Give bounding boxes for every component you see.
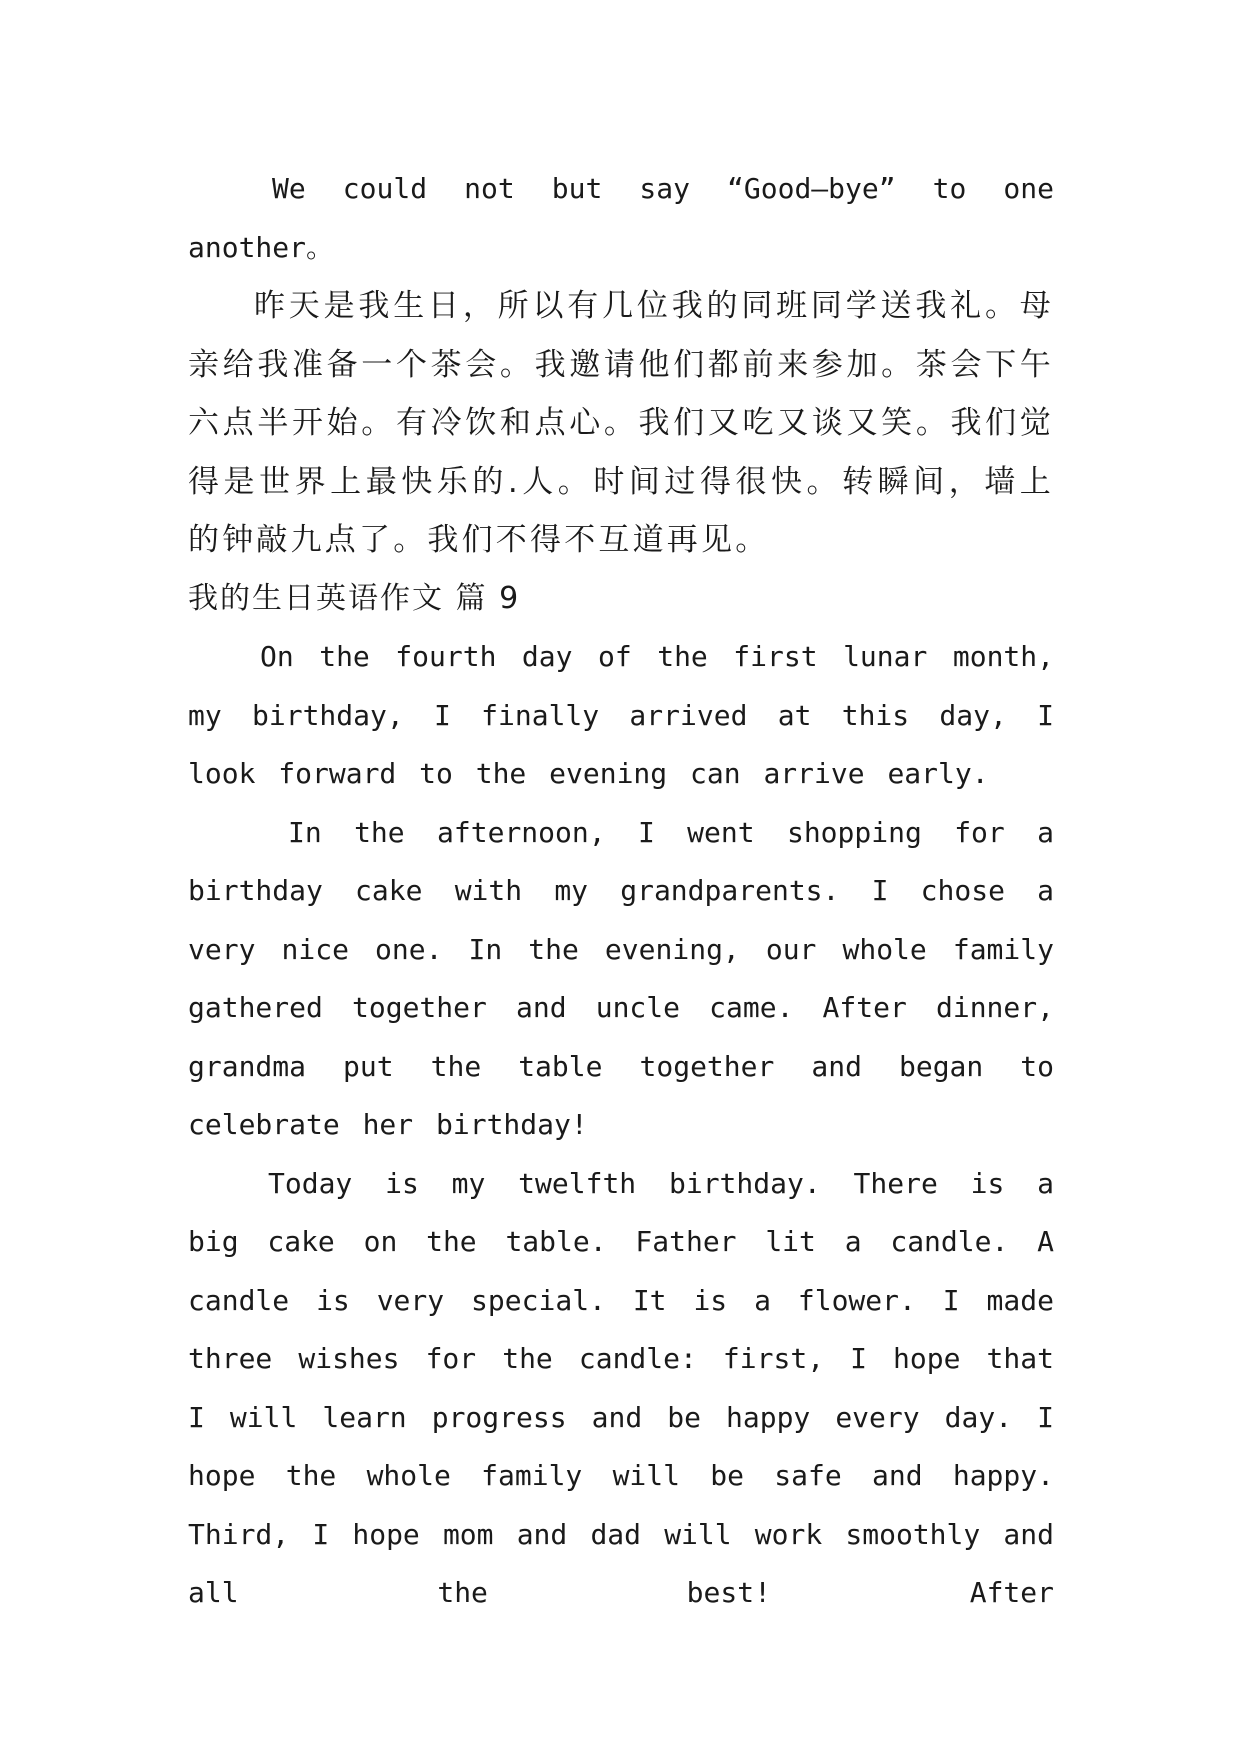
paragraph-fourth-day: On the fourth day of the first lunar month, my birthday, I finally arrived at this day, I look forward to the evening can arrive early.: [188, 640, 1054, 790]
paragraph-afternoon: In the afternoon, I went shopping for a birthday cake with my grandparents. I chose a very nice one. In the evening, our whole family gathered together and uncle came. After dinner, grandma put the table together and began to celebrate her birthday!: [188, 815, 1054, 1141]
paragraph-chinese-tea-party: 昨天是我生日，所以有几位我的同班同学送我礼。母亲给我准备一个茶会。我邀请他们都前来参加。茶会下午六点半开始。有冷饮和点心。我们又吃又谈又笑。我们觉得是世界上最快乐的.人。时间过得很快。转瞬间，墙上的钟敲九点了。我们不得不互道再见。: [188, 288, 1054, 558]
paragraph-twelfth-birthday: Today is my twelfth birthday. There is a big cake on the table. Father lit a candle. A candle is very special. It is a flower. I made three wishes for the candle: first, I hope that I will learn progress and be happy every day. I hope the whole family will be safe and happy. Third, I hope mom and dad will work smoothly and all the best! After: [188, 1166, 1054, 1609]
document-page: [188, 160, 1054, 1623]
section-heading: 我的生日英语作文 篇 9: [188, 580, 521, 616]
paragraph-goodbye: We could not but say “Good—bye” to one another。: [188, 172, 1054, 264]
